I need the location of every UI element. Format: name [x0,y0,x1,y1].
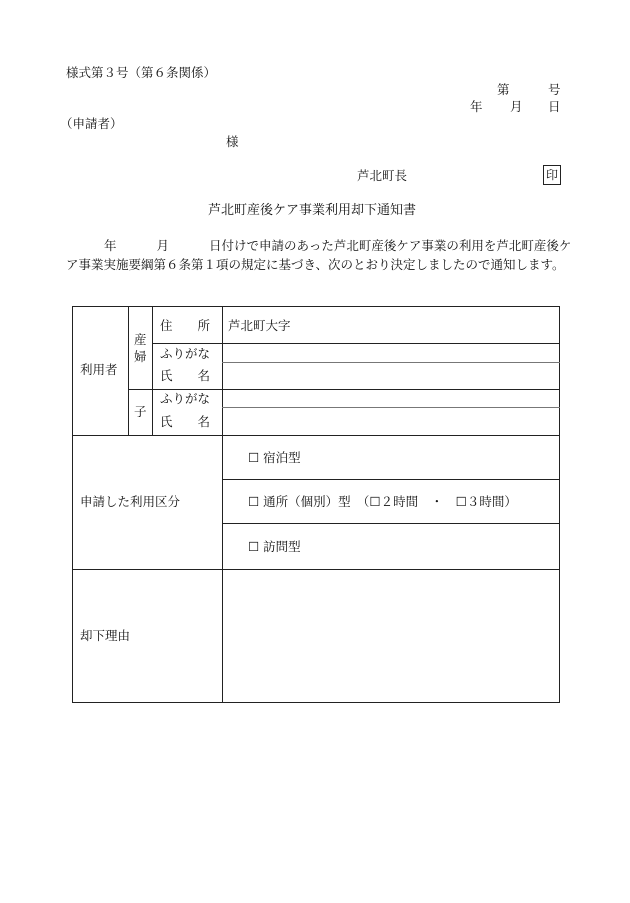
reason-label: 却下理由 [80,628,131,643]
honorific: 様 [226,134,239,149]
date-month: 月 [510,99,523,114]
body-paragraph [66,236,582,274]
child-name-label: 氏 名 [160,414,211,429]
reason-field[interactable] [223,570,559,702]
category-label: 申請した利用区分 [80,494,181,509]
option-overnight[interactable]: ☐ 宿泊型 [248,450,301,465]
address-label: 住 所 [160,318,211,333]
document-title: 芦北町産後ケア事業利用却下通知書 [208,203,417,218]
child-label: 子 [134,404,147,419]
seal-mark: 印 [543,165,561,185]
mother-label: 産婦 [134,332,147,364]
form-number: 様式第３号（第６条関係） [66,65,217,80]
body-year: 年 [104,238,117,253]
body-month: 月 [156,238,170,253]
child-furigana-label: ふりがな [160,391,211,406]
doc-number-prefix: 第 [497,82,510,97]
address-value: 芦北町大字 [228,318,291,333]
issuer: 芦北町長 [357,168,408,183]
option-home-visit[interactable]: ☐ 訪問型 [248,539,301,554]
doc-number-suffix: 号 [548,82,561,97]
body-text: 日付けで申請のあった芦北町産後ケア事業の利用を芦北町産後ケア事業実施要綱第６条第１項の規定に基づき、次のとおり決定しましたので通知します。 [66,238,572,272]
user-label: 利用者 [80,362,118,377]
date-day: 日 [548,99,561,114]
option-day-visit[interactable]: ☐ 通所（個別）型 （☐２時間 ・ ☐３時間） [248,494,517,509]
mother-furigana-label: ふりがな [160,346,211,361]
date-year: 年 [470,99,483,114]
mother-name-label: 氏 名 [160,368,211,383]
applicant-label: （申請者） [60,116,123,131]
